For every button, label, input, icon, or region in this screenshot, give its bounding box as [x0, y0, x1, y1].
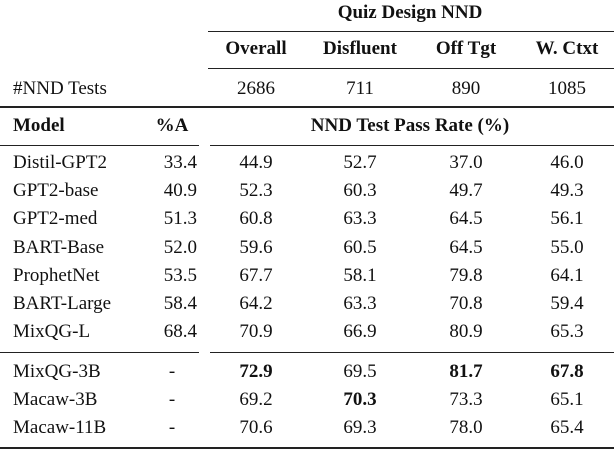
accuracy-cell: 52.0 [163, 237, 197, 258]
pass-rate-header: NND Test Pass Rate (%) [310, 115, 510, 136]
accuracy-cell: 40.9 [163, 180, 197, 201]
pass-rate-cell: 70.3 [343, 389, 377, 410]
model-name: ProphetNet [13, 265, 100, 286]
group-rule [208, 31, 614, 32]
header-rule [208, 68, 614, 69]
pass-rate-cell: 73.3 [449, 389, 483, 410]
subheader-rule-right [210, 145, 614, 146]
pass-rate-cell: 60.3 [343, 180, 377, 201]
pass-rate-cell: 64.5 [449, 208, 483, 229]
tests-count-off-tgt: 890 [451, 78, 481, 99]
mid-rule [0, 106, 614, 108]
pass-rate-cell: 63.3 [343, 293, 377, 314]
pass-rate-cell: 44.9 [239, 152, 273, 173]
accuracy-cell: 51.3 [163, 208, 197, 229]
pass-rate-cell: 70.9 [239, 321, 273, 342]
pass-rate-cell: 59.4 [550, 293, 584, 314]
accuracy-cell: 33.4 [163, 152, 197, 173]
group-split-rule-right [210, 352, 614, 353]
model-name: Distil-GPT2 [13, 152, 107, 173]
pass-rate-cell: 64.1 [550, 265, 584, 286]
accuracy-cell: - [168, 389, 176, 410]
pass-rate-cell: 49.7 [449, 180, 483, 201]
pass-rate-cell: 37.0 [449, 152, 483, 173]
tests-count-disfluent: 711 [346, 78, 374, 99]
accuracy-cell: - [168, 417, 176, 438]
pass-rate-cell: 60.8 [239, 208, 273, 229]
tests-count-overall: 2686 [237, 78, 275, 99]
pass-rate-cell: 67.8 [550, 361, 584, 382]
pass-rate-cell: 70.6 [239, 417, 273, 438]
pass-rate-cell: 65.4 [550, 417, 584, 438]
pass-rate-cell: 52.3 [239, 180, 273, 201]
pass-rate-cell: 49.3 [550, 180, 584, 201]
model-name: BART-Large [13, 293, 112, 314]
pass-rate-cell: 65.3 [550, 321, 584, 342]
col-header-overall: Overall [225, 38, 287, 59]
bottom-rule [0, 447, 614, 449]
pass-rate-cell: 64.2 [239, 293, 273, 314]
pass-rate-cell: 66.9 [343, 321, 377, 342]
pass-rate-cell: 64.5 [449, 237, 483, 258]
pass-rate-cell: 55.0 [550, 237, 584, 258]
pass-rate-cell: 52.7 [343, 152, 377, 173]
accuracy-cell: 58.4 [163, 293, 197, 314]
pass-rate-cell: 79.8 [449, 265, 483, 286]
pass-rate-cell: 60.5 [343, 237, 377, 258]
model-name: Macaw-3B [13, 389, 98, 410]
pass-rate-cell: 58.1 [343, 265, 377, 286]
col-header-off-tgt: Off Tgt [435, 38, 497, 59]
pass-rate-cell: 72.9 [239, 361, 273, 382]
pass-rate-cell: 78.0 [449, 417, 483, 438]
accuracy-cell: - [168, 361, 176, 382]
model-name: GPT2-base [13, 180, 99, 201]
col-header-disfluent: Disfluent [323, 38, 397, 59]
model-name: MixQG-L [13, 321, 91, 342]
pass-rate-cell: 69.3 [343, 417, 377, 438]
model-name: GPT2-med [13, 208, 98, 229]
pass-rate-cell: 65.1 [550, 389, 584, 410]
model-name: MixQG-3B [13, 361, 101, 382]
pass-rate-cell: 46.0 [550, 152, 584, 173]
accuracy-header: %A [155, 115, 189, 136]
group-title: Quiz Design NND [337, 2, 483, 23]
pass-rate-cell: 81.7 [449, 361, 483, 382]
tests-label: #NND Tests [13, 78, 107, 99]
pass-rate-cell: 69.2 [239, 389, 273, 410]
pass-rate-cell: 80.9 [449, 321, 483, 342]
pass-rate-cell: 70.8 [449, 293, 483, 314]
tests-count-w-ctxt: 1085 [548, 78, 586, 99]
pass-rate-cell: 67.7 [239, 265, 273, 286]
model-name: Macaw-11B [13, 417, 107, 438]
col-header-w-ctxt: W. Ctxt [535, 38, 599, 59]
accuracy-cell: 68.4 [163, 321, 197, 342]
accuracy-cell: 53.5 [163, 265, 197, 286]
group-split-rule-left [0, 352, 199, 353]
pass-rate-cell: 63.3 [343, 208, 377, 229]
model-header: Model [13, 115, 65, 136]
pass-rate-cell: 59.6 [239, 237, 273, 258]
pass-rate-cell: 69.5 [343, 361, 377, 382]
subheader-rule-left [0, 145, 199, 146]
pass-rate-cell: 56.1 [550, 208, 584, 229]
model-name: BART-Base [13, 237, 105, 258]
